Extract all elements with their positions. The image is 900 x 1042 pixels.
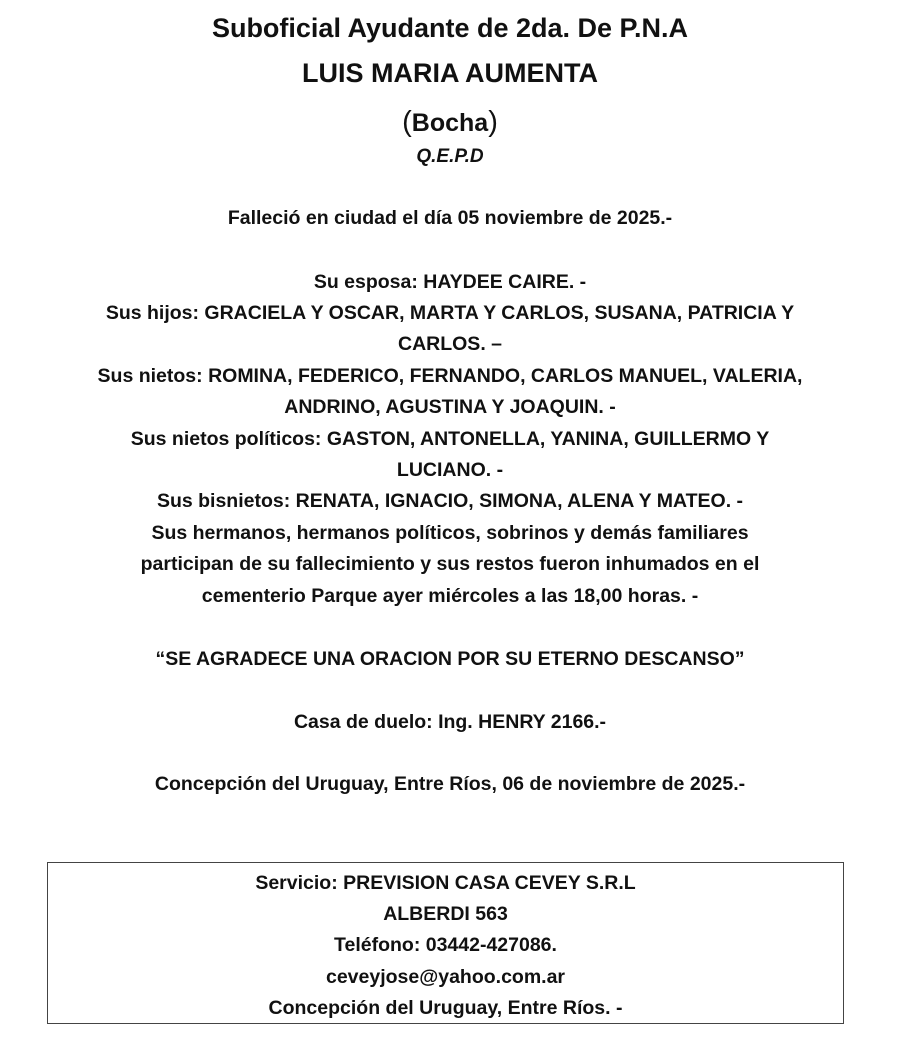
rip-abbreviation: Q.E.P.D [416, 146, 484, 167]
grandchildren-inlaw-line-2: LUCIANO. - [396, 459, 504, 481]
open-paren: ( [402, 106, 412, 138]
service-provider: Servicio: PREVISION CASA CEVEY S.R.L [255, 872, 636, 894]
deceased-name: LUIS MARIA AUMENTA [302, 58, 598, 88]
mourning-house: Casa de duelo: Ing. HENRY 2166.- [293, 711, 607, 733]
service-phone: Teléfono: 03442-427086. [334, 934, 557, 956]
announcement-line-1: Sus hermanos, hermanos políticos, sobrinos y demás familiares [151, 522, 749, 544]
funeral-service-box [47, 862, 844, 1024]
prayer-request: “SE AGRADECE UNA ORACION POR SU ETERNO DESCANSO” [155, 648, 745, 670]
death-notice: Falleció en ciudad el día 05 noviembre de 2025.- [227, 207, 673, 229]
announcement-line-2: participan de su fallecimiento y sus restos fueron inhumados en el [140, 553, 760, 575]
announcement-line-3: cementerio Parque ayer miércoles a las 18,00 horas. - [201, 585, 699, 607]
service-email: ceveyjose@yahoo.com.ar [325, 966, 566, 988]
great-grandchildren-line: Sus bisnietos: RENATA, IGNACIO, SIMONA, ALENA Y MATEO. - [156, 490, 744, 512]
service-address: ALBERDI 563 [383, 903, 508, 925]
grandchildren-line-1: Sus nietos: ROMINA, FEDERICO, FERNANDO, CARLOS MANUEL, VALERIA, [97, 365, 803, 387]
spouse-line: Su esposa: HAYDEE CAIRE. - [313, 271, 587, 293]
nickname-text: Bocha [411, 109, 489, 137]
grandchildren-inlaw-line-1: Sus nietos políticos: GASTON, ANTONELLA, YANINA, GUILLERMO Y [130, 428, 770, 450]
deceased-rank: Suboficial Ayudante de 2da. De P.N.A [211, 13, 689, 43]
service-city: Concepción del Uruguay, Entre Ríos. - [268, 997, 623, 1019]
children-line-2: CARLOS. – [397, 333, 502, 355]
close-paren: ) [488, 106, 498, 138]
place-and-date: Concepción del Uruguay, Entre Ríos, 06 de noviembre de 2025.- [154, 773, 746, 795]
grandchildren-line-2: ANDRINO, AGUSTINA Y JOAQUIN. - [284, 396, 616, 418]
deceased-nickname [0, 106, 900, 139]
children-line-1: Sus hijos: GRACIELA Y OSCAR, MARTA Y CARLOS, SUSANA, PATRICIA Y [105, 302, 795, 324]
